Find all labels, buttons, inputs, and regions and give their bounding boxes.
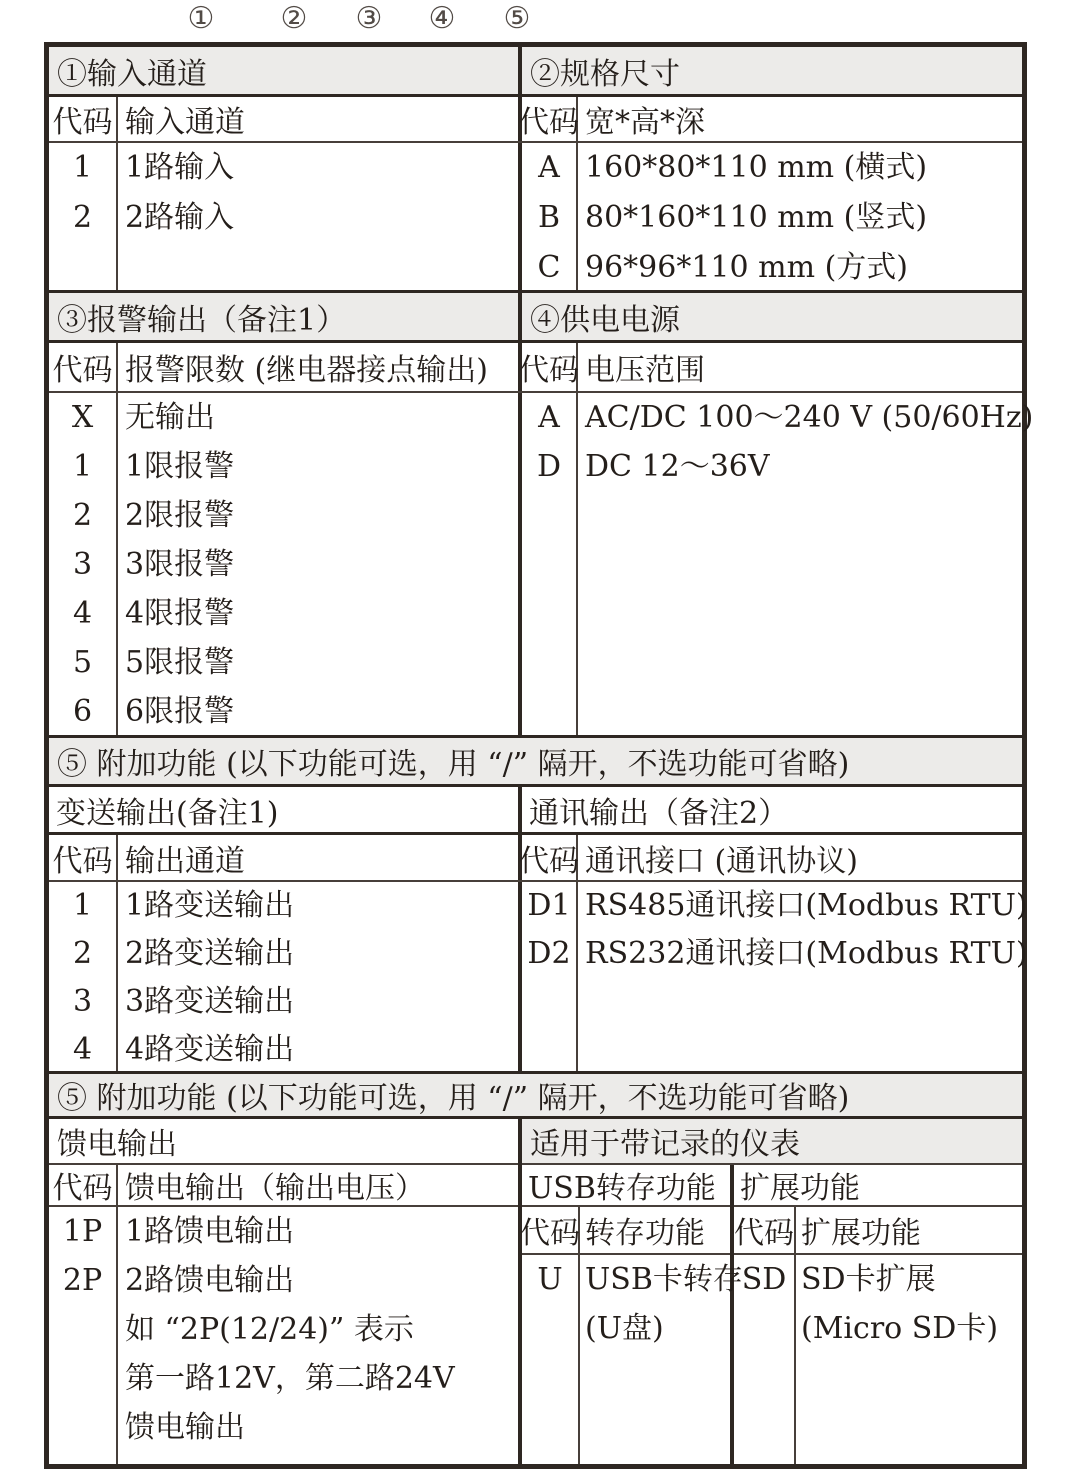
table-cell: RS485通讯接口(Modbus RTU)	[585, 888, 1028, 923]
comm-code-column	[522, 882, 578, 1071]
s4-code-column	[522, 393, 578, 735]
feed-desc-column	[118, 1207, 518, 1464]
table-cell: 80*160*110 mm (竖式)	[585, 200, 928, 235]
position-marker-3: ③	[355, 1, 383, 36]
table-cell: 5	[72, 645, 93, 680]
table-cell: B	[537, 200, 561, 235]
s3-desc-column	[118, 393, 518, 735]
section-4-title: ④供电电源	[522, 293, 1022, 340]
table-cell: 1	[72, 888, 93, 923]
feed-note-line: 如 “2P(12/24)” 表示	[125, 1312, 414, 1347]
body-row-1-2	[49, 143, 1022, 293]
table-cell: 1路馈电输出	[125, 1214, 295, 1249]
table-cell: RS232通讯接口(Modbus RTU)	[585, 936, 1028, 971]
record-instrument-subtable	[522, 1119, 1022, 1464]
feed-note-line: 第一路12V，第二路24V	[125, 1361, 455, 1396]
table-cell: 4路变送输出	[125, 1032, 295, 1067]
section-5-title-repeat: ⑤ 附加功能 (以下功能可选，用 “/” 隔开，不选功能可省略)	[49, 1074, 1022, 1116]
s3-code-header: 代码	[49, 343, 118, 391]
table-cell: 4	[72, 596, 93, 631]
feed-output-title: 馈电输出	[49, 1119, 518, 1165]
table-cell: 4	[72, 1032, 93, 1067]
table-cell: SD	[741, 1262, 787, 1297]
sd-desc-header: 扩展功能	[801, 1216, 921, 1251]
section-1-title: ①输入通道	[49, 47, 518, 94]
table-cell: 3	[72, 547, 93, 582]
feed-desc-header: 馈电输出（输出电压）	[125, 1171, 425, 1206]
table-cell: (Micro SD卡)	[801, 1311, 999, 1346]
s1-code-header: 代码	[49, 97, 118, 141]
comm-desc-column	[578, 882, 1028, 1071]
section-band-3-4	[49, 293, 1022, 343]
transmit-code-header: 代码	[49, 835, 118, 880]
section-band-5a	[49, 738, 1022, 787]
usb-code-column	[522, 1255, 580, 1464]
transmit-desc-header: 输出通道	[125, 843, 245, 879]
comm-desc-header: 通讯接口 (通讯协议)	[585, 843, 858, 879]
table-cell: AC/DC 100～240 V (50/60Hz)	[585, 400, 1034, 435]
table-cell: 1路变送输出	[125, 888, 295, 923]
table-cell: 3路变送输出	[125, 984, 295, 1019]
body-row-3-4	[49, 393, 1034, 738]
comm-output-title: 通讯输出（备注2）	[529, 795, 789, 831]
transmit-output-title: 变送输出(备注1)	[56, 795, 279, 831]
table-cell: D2	[527, 936, 571, 971]
table-cell: 2	[72, 498, 93, 533]
table-cell: A	[538, 150, 560, 185]
header-row-3-4	[49, 343, 1022, 393]
table-cell: 4限报警	[125, 596, 235, 631]
table-cell: A	[538, 400, 560, 435]
feed-note-line: 馈电输出	[125, 1410, 245, 1445]
table-cell: 5限报警	[125, 645, 235, 680]
sd-code-header: 代码	[734, 1207, 796, 1253]
sd-code-column	[734, 1255, 796, 1464]
table-cell: 2P	[62, 1263, 103, 1298]
s4-desc-column	[578, 393, 1034, 735]
record-subcolumns	[522, 1165, 1022, 1464]
s2-desc-column	[578, 143, 1022, 290]
usb-desc-header: 转存功能	[585, 1216, 705, 1251]
body-row-5	[49, 882, 1028, 1074]
section-3-title: ③报警输出（备注1）	[49, 293, 518, 340]
s3-code-column	[49, 393, 118, 735]
s2-desc-header: 宽*高*深	[585, 105, 705, 140]
sd-header-row	[734, 1207, 1022, 1255]
usb-header-row	[522, 1207, 730, 1255]
table-cell: 2限报警	[125, 498, 235, 533]
feed-code-header: 代码	[49, 1165, 118, 1205]
bottom-section	[49, 1119, 1022, 1464]
section-2-title: ②规格尺寸	[522, 47, 1022, 94]
table-cell: D	[536, 449, 562, 484]
table-cell: USB卡转存	[585, 1262, 743, 1297]
table-cell: (U盘)	[585, 1311, 664, 1346]
s1-code-column	[49, 143, 118, 290]
comm-code-header: 代码	[522, 835, 578, 880]
table-cell: DC 12～36V	[585, 449, 770, 484]
table-cell: C	[537, 250, 561, 285]
table-cell: 2路输入	[125, 200, 235, 235]
position-marker-2: ②	[280, 1, 308, 36]
s4-desc-header: 电压范围	[585, 353, 705, 388]
transmit-code-column	[49, 882, 118, 1071]
table-cell: 1	[72, 150, 93, 185]
usb-desc-column	[580, 1255, 743, 1464]
sd-body	[734, 1255, 1022, 1464]
s2-code-column	[522, 143, 578, 290]
table-cell: 96*96*110 mm (方式)	[585, 250, 908, 285]
table-cell: U	[537, 1262, 563, 1297]
s4-code-header: 代码	[522, 343, 578, 391]
usb-transfer-title: USB转存功能	[522, 1165, 730, 1207]
table-cell: 6	[72, 694, 93, 729]
header-row-5	[49, 835, 1022, 882]
header-row-1-2	[49, 97, 1022, 143]
transmit-desc-column	[118, 882, 518, 1071]
position-marker-1: ①	[187, 1, 215, 36]
section-band-1-2	[49, 47, 1022, 97]
table-cell: 6限报警	[125, 694, 235, 729]
feed-code-column	[49, 1207, 118, 1464]
s3-desc-header: 报警限数 (继电器接点输出)	[125, 353, 488, 388]
table-cell: 1P	[62, 1214, 103, 1249]
position-marker-4: ④	[428, 1, 456, 36]
feed-output-header-row	[49, 1165, 518, 1207]
feed-output-subtable	[49, 1119, 522, 1464]
usb-code-header: 代码	[522, 1207, 580, 1253]
sd-expand-subtable	[734, 1165, 1022, 1464]
table-cell: 2路变送输出	[125, 936, 295, 971]
table-cell: 3限报警	[125, 547, 235, 582]
section-band-5b	[49, 1074, 1022, 1119]
table-cell: 3	[72, 984, 93, 1019]
s2-code-header: 代码	[522, 97, 578, 141]
subtitle-row-5	[49, 787, 1022, 835]
table-cell: SD卡扩展	[801, 1262, 936, 1297]
table-cell: D1	[527, 888, 571, 923]
table-cell: 无输出	[125, 400, 215, 435]
feed-output-body	[49, 1207, 518, 1464]
table-cell: 2	[72, 936, 93, 971]
table-cell: 1限报警	[125, 449, 235, 484]
section-5-title: ⑤ 附加功能 (以下功能可选，用 “/” 隔开，不选功能可省略)	[49, 738, 1022, 784]
selection-table	[44, 42, 1034, 1469]
table-cell: 2	[72, 200, 93, 235]
sd-desc-column	[796, 1255, 1022, 1464]
table-cell: 1路输入	[125, 150, 235, 185]
table-cell: 1	[72, 449, 93, 484]
s1-desc-header: 输入通道	[125, 105, 245, 140]
usb-body	[522, 1255, 743, 1464]
record-instrument-title: 适用于带记录的仪表	[522, 1119, 1022, 1165]
table-cell: X	[71, 400, 94, 435]
table-cell: 160*80*110 mm (横式)	[585, 150, 928, 185]
sd-expand-title: 扩展功能	[734, 1165, 1022, 1207]
usb-transfer-subtable	[520, 1165, 743, 1464]
position-marker-5: ⑤	[503, 1, 531, 36]
table-cell: 2路馈电输出	[125, 1263, 295, 1298]
s1-desc-column	[118, 143, 518, 290]
